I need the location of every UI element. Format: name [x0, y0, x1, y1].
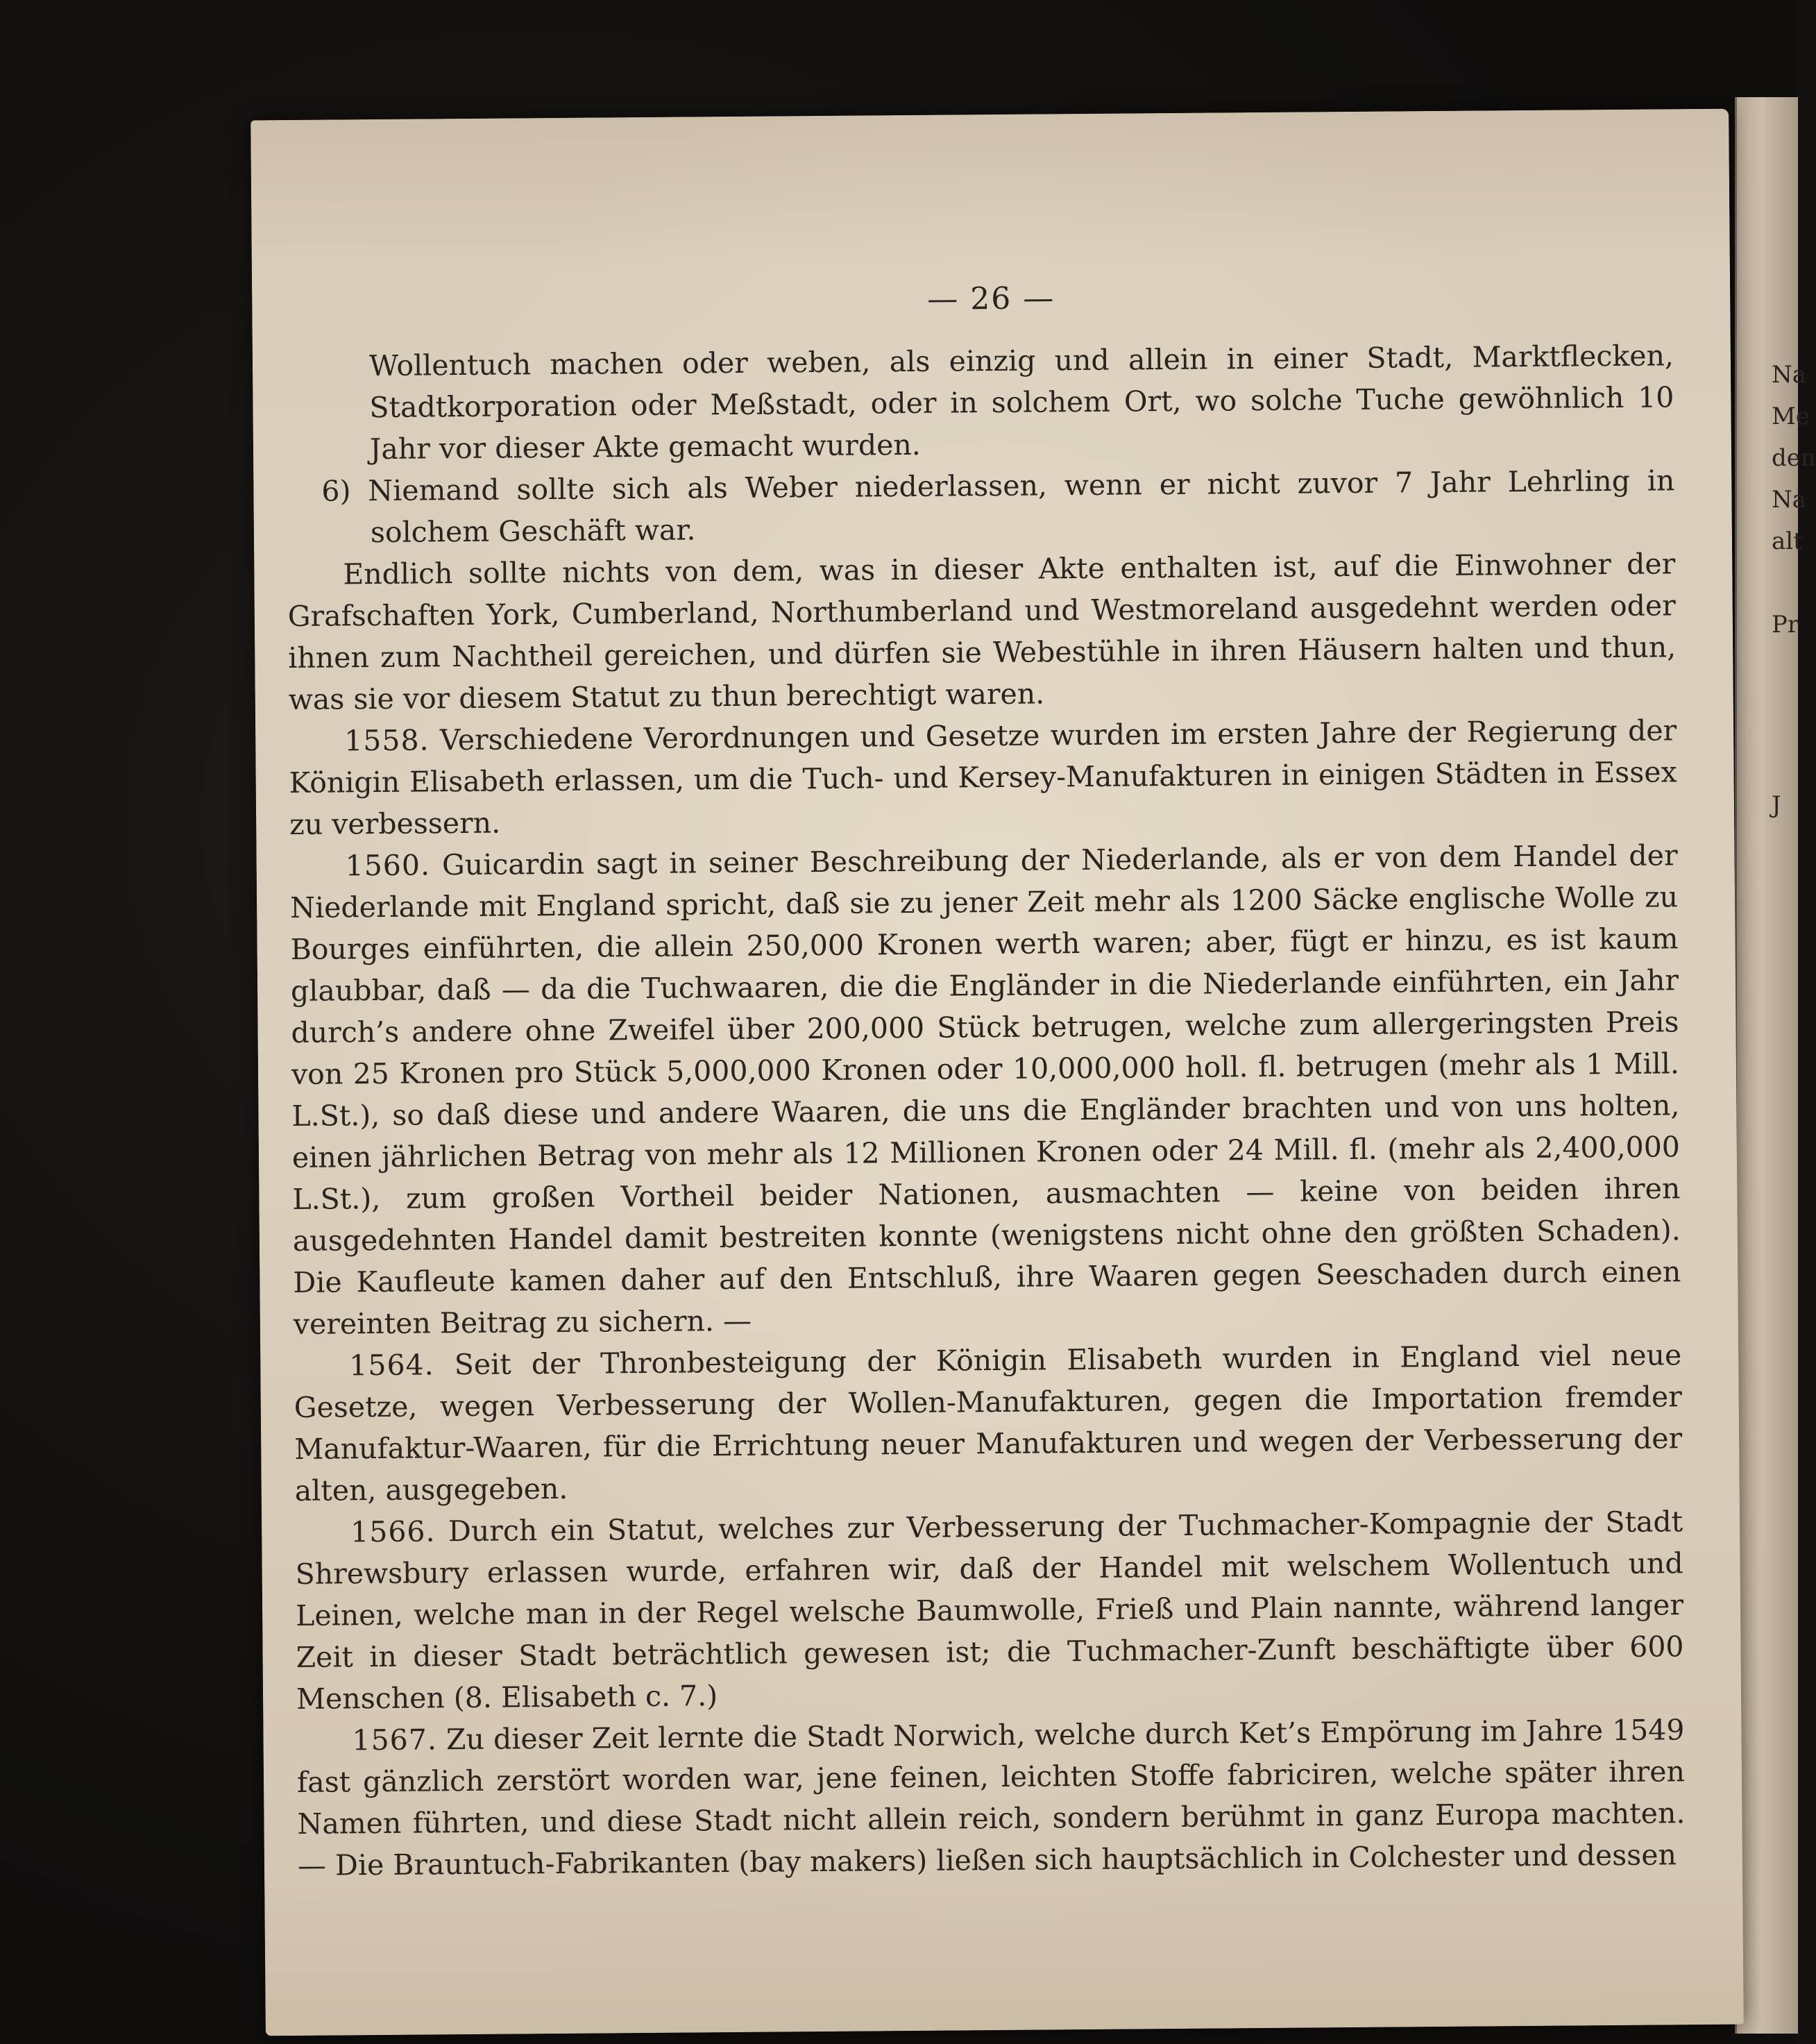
- facing-page-fragment: Me: [1772, 403, 1810, 430]
- text-body: [286, 335, 1686, 1886]
- paragraph-text: Verschiedene Verordnungen und Gesetze wurden im ersten Jahre der Regierung der Königin Elisabeth erlassen, um die Tuch- und Kersey-Manufakturen in einigen Städten in Essex zu verbessern.: [289, 713, 1677, 841]
- paragraph-1558: [289, 709, 1677, 845]
- paragraph-continuation: Wollentuch machen oder weben, als einzig und allein in einer Stadt, Marktflecken, Stadtkorporation oder Meßstadt, oder in solchem Ort, wo solche Tuche gewöhnlich 10 Jahr vor dieser Akte gemacht wurden.: [368, 339, 1674, 466]
- page-content: [251, 109, 1744, 2036]
- paragraph-text: Seit der Thronbesteigung der Königin Elisabeth wurden in England viel neue Gesetze, wegen Verbesserung der Wollen-Manufakturen, gegen die Importation fremder Manufaktur-Waaren, für die Errichtung neuer Manufakturen und wegen der Verbesserung der alten, ausgegeben.: [294, 1338, 1683, 1507]
- paragraph-text: Zu dieser Zeit lernte die Stadt Norwich, welche durch Ket’s Empörung im Jahre 1549 fast gänzlich zerstört worden war, jene feinen, leichten Stoffe fabriciren, welche später ihren Namen führten, und diese Stadt nicht allein reich, sondern berühmt in ganz Europa machten. — Die Brauntuch-Fabrikanten (bay makers) ließen sich hauptsächlich in Colchester und dessen: [296, 1713, 1686, 1882]
- year-label: 1566.: [350, 1514, 436, 1549]
- paragraph-text: Guicardin sagt in seiner Beschreibung der Niederlande, als er von dem Handel der Niederlande mit England spricht, daß sie zu jener Zeit mehr als 1200 Säcke englische Wolle zu Bourges einführten, die allein 250,000 Kronen werth waren; aber, fügt er hinzu, es ist kaum glaubbar, daß — da die Tuchwaaren, die die Engländer in die Niederlande einführten, ein Jahr durch’s andere ohne Zweifel über 200,000 Stück betrugen, welche zum allergeringsten Preis von 25 Kronen pro Stück 5,000,000 Kronen oder 10,000,000 holl. fl. betrugen (mehr als 1 Mill. L.St.), so daß diese und andere Waaren, die uns die Engländer brachten und von uns holten, einen jährlichen Betrag von mehr als 12 Millionen Kronen oder 24 Mill. fl. (mehr als 2,400,000 L.St.), zum großen Vortheil beider Nationen, ausmachten — keine von beiden ihren ausgedehnten Handel damit bestreiten konnte (wenigstens nicht ohne den größten Schaden). Die Kaufleute kamen daher auf den Entschluß, ihre Waaren gegen Seeschaden durch einen vereinten Beitrag zu sichern. —: [289, 838, 1681, 1341]
- facing-page-fragment: Na: [1772, 486, 1807, 514]
- year-label: 1558.: [344, 723, 430, 758]
- paragraph-1566: [295, 1501, 1684, 1720]
- page-number: — 26 —: [927, 280, 1055, 317]
- paragraph-1567: [296, 1709, 1686, 1886]
- facing-page-fragment: Na: [1772, 361, 1807, 389]
- paragraph-text: Durch ein Statut, welches zur Verbesserung der Tuchmacher-Kompagnie der Stadt Shrewsbury erlassen wurde, erfahren wir, daß der Handel mit welschem Wollentuch und Leinen, welche man in der Regel welsche Baumwolle, Frieß und Plain nannte, während langer Zeit in dieser Stadt beträchtlich gewesen ist; die Tuchmacher-Zunft beschäftigte über 600 Menschen (8. Elisabeth c. 7.): [295, 1505, 1684, 1716]
- paragraph-1560: [289, 834, 1681, 1345]
- year-label: 1564.: [349, 1348, 434, 1383]
- year-label: 1567.: [352, 1723, 438, 1757]
- paragraph-endlich: Endlich sollte nichts von dem, was in dieser Akte enthalten ist, auf die Einwohner der Grafschaften York, Cumberland, Northumberland und Westmoreland ausgedehnt werden oder ihnen zum Nachtheil gereichen, und dürfen sie Webestühle in ihren Häusern halten und thun, was sie vor diesem Statut zu thun berechtigt waren.: [287, 547, 1677, 717]
- facing-page-fragment: den: [1772, 444, 1816, 472]
- facing-page-fragment: alt: [1772, 527, 1803, 555]
- paragraph-item-6: 6) Niemand sollte sich als Weber niederlassen, wenn er nicht zuvor 7 Jahr Lehrling in solchem Geschäft war.: [321, 464, 1675, 550]
- facing-page-edge: [1735, 97, 1816, 2034]
- book-page: [251, 109, 1744, 2036]
- paragraph-1564: [294, 1334, 1683, 1512]
- facing-page-fragment: J: [1772, 791, 1781, 819]
- facing-page-fragment: Pr: [1772, 611, 1799, 639]
- year-label: 1560.: [345, 848, 431, 883]
